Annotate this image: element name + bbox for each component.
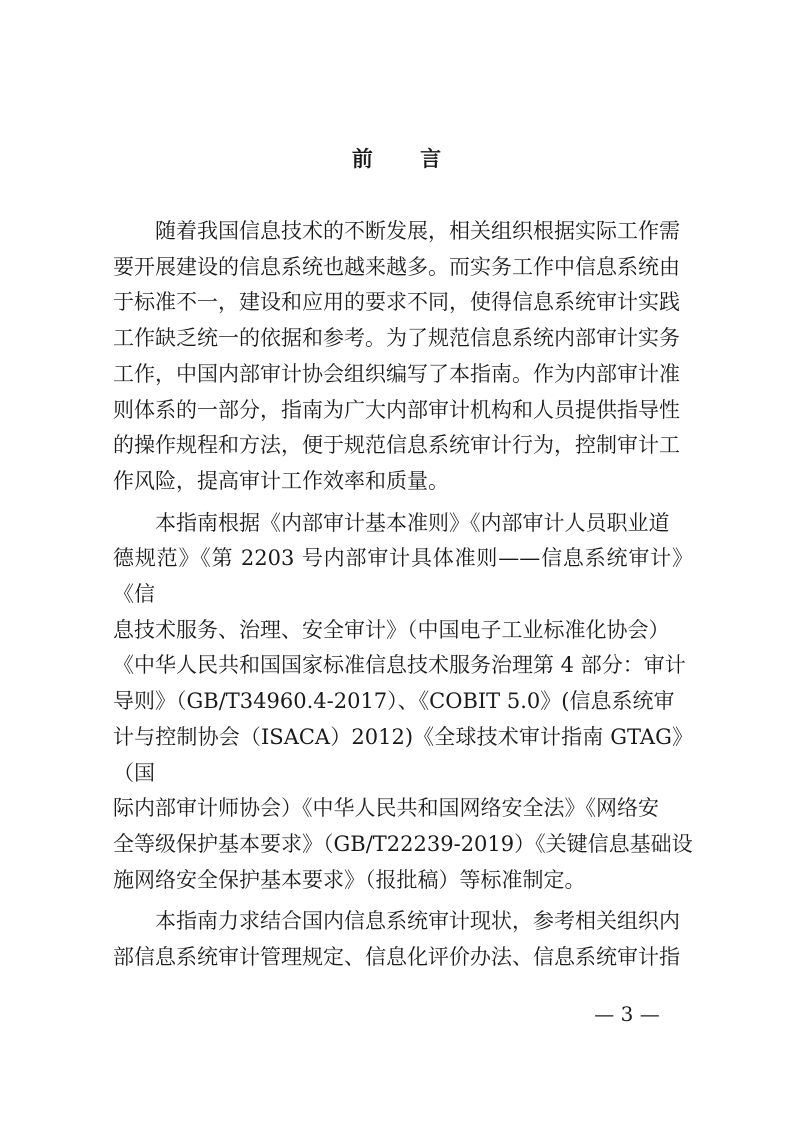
page-title: 前 言	[351, 146, 462, 171]
paragraph-2: 本指南根据《内部审计基本准则》《内部审计人员职业道 德规范》《第 2203 号内部审计具体准则——信息系统审计》《信 息技术服务、治理、安全审计》（中国电子工业标准化协会） 《中华人民共和国国家标准信息技术服务治理第 4 部分：审计 导则》（GB/T34960.4-2017）、《COBIT 5.0》(信息系统审 计与控制协会（ISACA）2012)《全球技术审计指南 GTAG》（国 际内部审计师协会）《中华人民共和国网络安全法》《网络安 全等级保护基本要求》（GB/T22239-2019）《关键信息基础设 施网络安全保护基本要求》（报批稿）等标准制定。	[113, 510, 693, 892]
page-number: — 3 —	[594, 1002, 660, 1026]
paragraph-3: 本指南力求结合国内信息系统审计现状，参考相关组织内 部信息系统审计管理规定、信息化评价办法、信息系统审计指	[113, 909, 680, 970]
paragraph-1: 随着我国信息技术的不断发展，相关组织根据实际工作需 要开展建设的信息系统也越来越多。而实务工作中信息系统由 于标准不一，建设和应用的要求不同，使得信息系统审计实践 工作缺乏统一的依据和参考。为了规范信息系统内部审计实务 工作，中国内部审计协会组织编写了本指南。作为内部审计准 则体系的一部分，指南为广大内部审计机构和人员提供指导性 的操作规程和方法，便于规范信息系统审计行为，控制审计工 作风险，提高审计工作效率和质量。	[113, 219, 680, 493]
body-text	[113, 214, 693, 982]
